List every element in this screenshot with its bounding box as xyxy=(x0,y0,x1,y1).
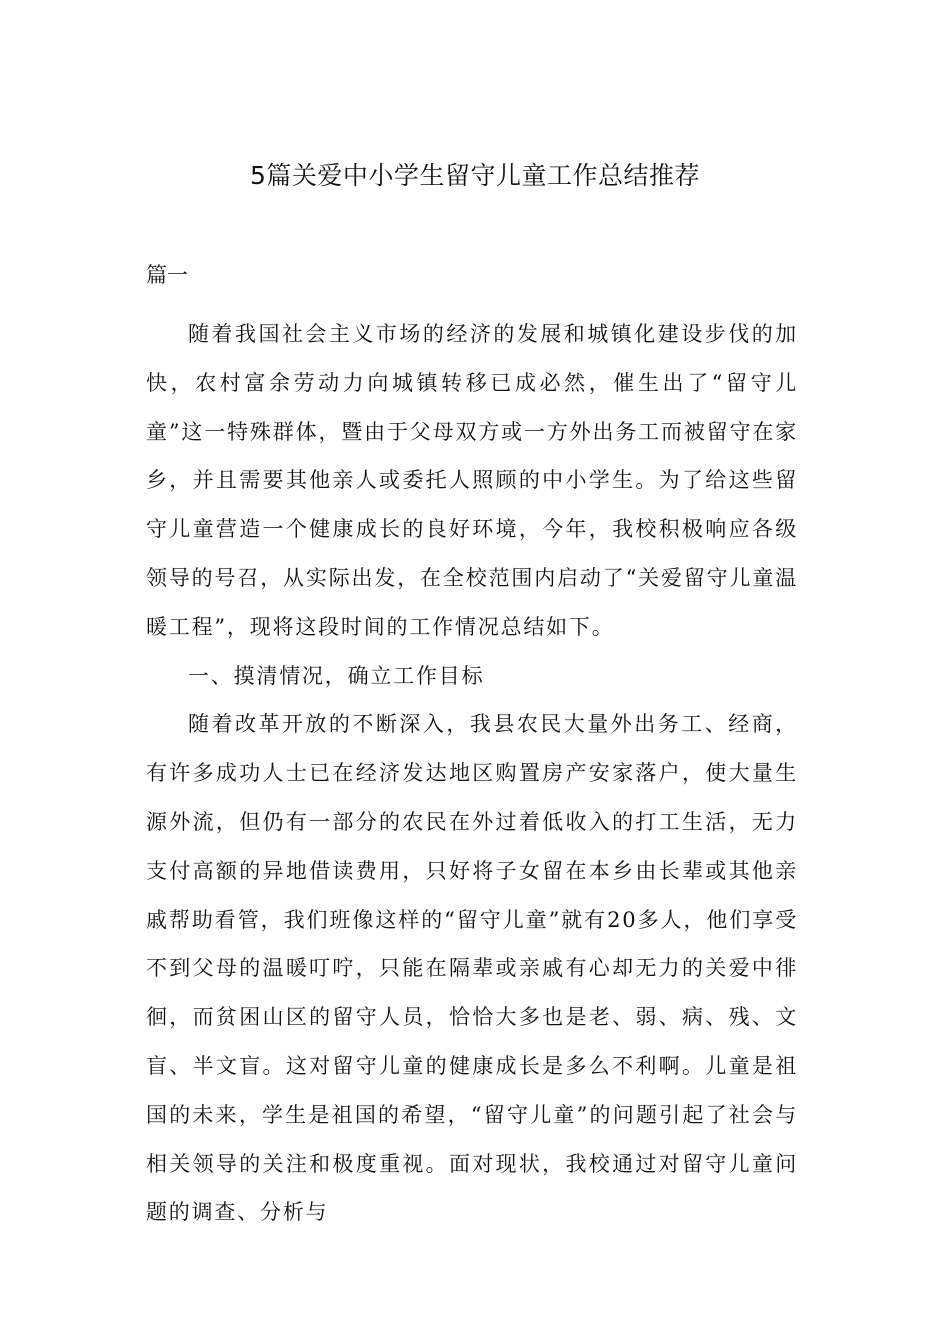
paragraph-section-one: 随着改革开放的不断深入，我县农民大量外出务工、经商，有许多成功人士已在经济发达地区购置房产安家落户，使大量生源外流，但仍有一部分的农民在外过着低收入的打工生活，无力支付高额的异地借读费用，只好将子女留在本乡由长辈或其他亲戚帮助看管，我们班像这样的“留守儿童”就有20多人，他们享受不到父母的温暖叮咛，只能在隔辈或亲戚有心却无力的关爱中徘徊，而贫困山区的留守人员，恰恰大多也是老、弱、病、残、文盲、半文盲。这对留守儿童的健康成长是多么不利啊。儿童是祖国的未来，学生是祖国的希望，“留守儿童”的问题引起了社会与相关领导的关注和极度重视。面对现状，我校通过对留守儿童问题的调查、分析与 xyxy=(146,712,798,1225)
paragraph-intro: 随着我国社会主义市场的经济的发展和城镇化建设步伐的加快，农村富余劳动力向城镇转移已成必然，催生出了“留守儿童”这一特殊群体，暨由于父母双方或一方外出务工而被留守在家乡，并且需要其他亲人或委托人照顾的中小学生。为了给这些留守儿童营造一个健康成长的良好环境，今年，我校积极响应各级领导的号召，从实际出发，在全校范围内启动了“关爱留守儿童温暖工程”，现将这段时间的工作情况总结如下。 xyxy=(146,322,798,639)
heading-section-one: 一、摸清情况，确立工作目标 xyxy=(188,663,485,688)
document-title: 5篇关爱中小学生留守儿童工作总结推荐 xyxy=(250,161,700,190)
section-label: 篇一 xyxy=(146,263,188,287)
document-body xyxy=(146,310,798,1237)
